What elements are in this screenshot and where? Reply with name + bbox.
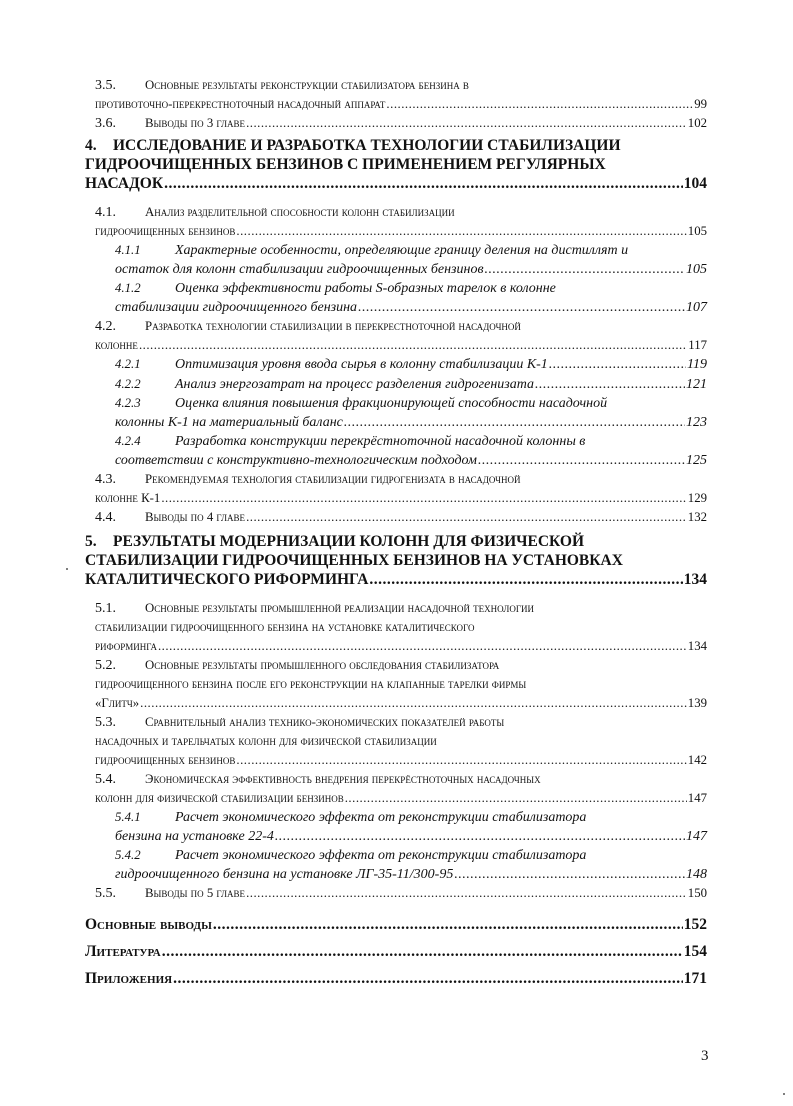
toc-number: 4.1.2 [115,281,141,295]
toc-page: 142 [687,753,707,767]
toc-entry-5-2 [95,656,707,713]
toc-title: Основные результаты промышленного обследования стабилизатора [145,658,500,672]
toc-number: 5. [85,533,97,550]
toc-page: 148 [686,866,707,882]
toc-title: Оценка эффективности работы S-образных тарелок в колонне [175,281,556,296]
toc-number: 5.4.2 [115,848,141,862]
toc-title: Разработка конструкции перекрёстноточной насадочной колонны в [175,434,586,449]
toc-title-cont: стабилизации гидроочищенного бензина на установке каталитического [95,620,475,634]
toc-number: 5.3. [95,715,116,730]
toc-entry-4-4 [95,508,707,527]
toc-leader [139,336,687,355]
toc-entry-5-4-2 [115,846,707,884]
toc-page: 152 [683,916,707,933]
toc-title: Литература [85,943,161,960]
toc-leader [164,174,683,193]
toc-leader [236,751,686,770]
toc-leader [173,969,683,988]
toc-title: Основные результаты промышленной реализации насадочной технологии [145,601,535,615]
toc-entry-4-1-1 [115,241,707,279]
toc-title-cont: НАСАДОК [85,175,164,192]
toc-leader [275,828,685,847]
toc-entry-4-2-3 [115,394,707,432]
toc-title-cont: ГИДРООЧИЩЕННЫХ БЕНЗИНОВ С ПРИМЕНЕНИЕМ РЕГУЛЯРНЫХ [85,156,606,173]
toc-title: Выводы по 4 главе [145,510,246,524]
toc-title: Оптимизация уровня ввода сырья в колонну стабилизации К-1 [175,357,548,372]
toc-title: Основные результаты реконструкции стабилизатора бензина в [145,78,469,92]
toc-leader [485,261,685,280]
toc-page: 105 [687,224,707,238]
toc-leader [345,789,687,808]
toc-number: 3.5. [95,78,116,93]
toc-number: 4.1.1 [115,243,141,257]
toc-title: Рекомендуемая технология стабилизации гидрогенизата в насадочной [145,472,521,486]
toc-title: Характерные особенности, определяющие границу деления на дистиллят и [175,243,629,258]
toc-leader [344,414,685,433]
toc-title: Выводы по 5 главе [145,886,246,900]
toc-leader [386,95,693,114]
toc-entry-4-1-2 [115,279,707,317]
toc-title: Разработка технологии стабилизации в перекрестноточной насадочной [145,319,521,333]
toc-title: Оценка влияния повышения фракционирующей способности насадочной [175,396,608,411]
toc-page: 139 [687,696,707,710]
table-of-contents [85,76,707,988]
toc-number: 4.1. [95,205,116,220]
toc-title-cont: гидроочищенного бензина после его реконструкции на клапанные тарелки фирмы [95,677,527,691]
toc-title-cont: гидроочищенных бензинов [95,753,236,767]
toc-leader [478,452,685,471]
toc-leader [246,884,687,903]
toc-entry-conclusions [85,915,707,934]
toc-number: 3.6. [95,116,116,131]
toc-page: 104 [683,175,707,192]
toc-entry-5-5 [95,884,707,903]
toc-number: 4.2.3 [115,396,141,410]
toc-entry-4-2 [95,317,707,355]
toc-number: 4.2.2 [115,376,141,391]
toc-entry-4-1 [95,203,707,241]
scan-speck [783,1093,785,1095]
toc-page: 107 [686,299,707,315]
toc-title-cont: соответствии с конструктивно-технологическим подходом [115,452,477,468]
toc-title-cont: стабилизации гидроочищенного бензина [115,299,358,315]
toc-title: Сравнительный анализ технико-экономических показателей работы [145,715,505,729]
toc-leader [236,222,686,241]
toc-title-cont: КАТАЛИТИЧЕСКОГО РИФОРМИНГА [85,571,369,588]
toc-page: 102 [687,116,707,130]
toc-number: 4.4. [95,510,116,525]
toc-page: 147 [687,791,707,805]
toc-number: 5.1. [95,601,116,616]
toc-title: Анализ разделительной способности колонн стабилизации [145,205,455,219]
toc-title-cont: противоточно-перекрестноточный насадочный аппарат [95,97,386,111]
toc-leader [358,299,685,318]
toc-leader [158,637,687,656]
toc-entry-4-3 [95,470,707,508]
toc-number: 5.5. [95,886,116,901]
toc-entry-5-3 [95,713,707,770]
toc-entry-4-2-2 [115,375,707,395]
toc-leader [535,376,685,395]
toc-page: 105 [686,261,707,277]
toc-entry-3-5 [95,76,707,114]
toc-title: ИССЛЕДОВАНИЕ И РАЗРАБОТКА ТЕХНОЛОГИИ СТАБИЛИЗАЦИИ [113,137,621,154]
toc-leader [369,570,682,589]
toc-title: Расчет экономического эффекта от реконструкции стабилизатора [175,810,587,825]
toc-chapter-4 [85,136,707,193]
toc-entry-5-4-1 [115,808,707,846]
toc-entry-4-2-1 [115,355,707,375]
toc-title: Анализ энергозатрат на процесс разделения гидрогенизата [175,376,535,392]
toc-leader [454,866,685,885]
toc-entry-literature [85,942,707,961]
toc-chapter-5 [85,532,707,589]
toc-title-cont: бензина на установке 22-4 [115,828,274,844]
toc-title-cont: остаток для колонн стабилизации гидроочищенных бензинов [115,261,484,277]
page-number: 3 [701,1048,709,1064]
toc-page: 132 [687,510,707,524]
toc-page: 134 [683,571,707,588]
toc-title-cont: риформинга [95,639,157,653]
toc-leader [246,508,687,527]
toc-title-cont: гидроочищенных бензинов [95,224,236,238]
toc-title: Расчет экономического эффекта от реконструкции стабилизатора [175,848,587,863]
scan-speck [66,568,68,570]
toc-title-cont: «Глитч» [95,696,140,710]
toc-number: 5.4. [95,772,116,787]
toc-title-cont: насадочных и тарельчатых колонн для физической стабилизации [95,734,437,748]
toc-title-cont: колонн для физической стабилизации бензинов [95,791,344,805]
toc-number: 4. [85,137,97,154]
toc-number: 4.3. [95,472,116,487]
toc-title: РЕЗУЛЬТАТЫ МОДЕРНИЗАЦИИ КОЛОНН ДЛЯ ФИЗИЧЕСКОЙ [113,533,584,550]
toc-entry-5-1 [95,599,707,656]
toc-title-cont: колонне К-1 [95,491,161,505]
toc-entry-5-4 [95,770,707,808]
toc-entry-4-2-4 [115,432,707,470]
toc-page: 117 [688,338,707,352]
toc-number: 5.2. [95,658,116,673]
toc-page: 154 [683,943,707,960]
toc-page: 150 [687,886,707,900]
toc-leader [162,942,683,961]
toc-leader [549,356,686,375]
toc-title: Основные выводы [85,916,212,933]
toc-page: 125 [686,452,707,468]
toc-page: 129 [687,491,707,505]
toc-title: Приложения [85,970,173,987]
toc-title-cont: колонне [95,338,138,352]
toc-leader [246,114,687,133]
toc-page: 121 [686,376,707,392]
toc-leader [161,489,686,508]
toc-page: 134 [687,639,707,653]
toc-title-cont: гидроочищенного бензина на установке ЛГ-35-11/300-95 [115,866,454,882]
toc-title-cont: СТАБИЛИЗАЦИИ ГИДРООЧИЩЕННЫХ БЕНЗИНОВ НА УСТАНОВКАХ [85,552,623,569]
toc-page: 123 [686,414,707,430]
toc-page: 171 [683,970,707,987]
toc-page: 147 [686,828,707,844]
toc-number: 5.4.1 [115,810,141,824]
toc-page: 99 [694,97,707,111]
toc-leader [140,694,687,713]
toc-number: 4.2.1 [115,357,141,371]
toc-number: 4.2. [95,319,116,334]
toc-entry-3-6 [95,114,707,133]
toc-entry-appendices [85,969,707,988]
toc-title-cont: колонны К-1 на материальный баланс [115,414,343,430]
toc-page: 119 [687,357,707,372]
toc-number: 4.2.4 [115,434,141,448]
toc-title: Выводы по 3 главе [145,116,246,130]
toc-leader [213,915,683,934]
toc-title: Экономическая эффективность внедрения перекрёстноточных насадочных [145,772,541,786]
